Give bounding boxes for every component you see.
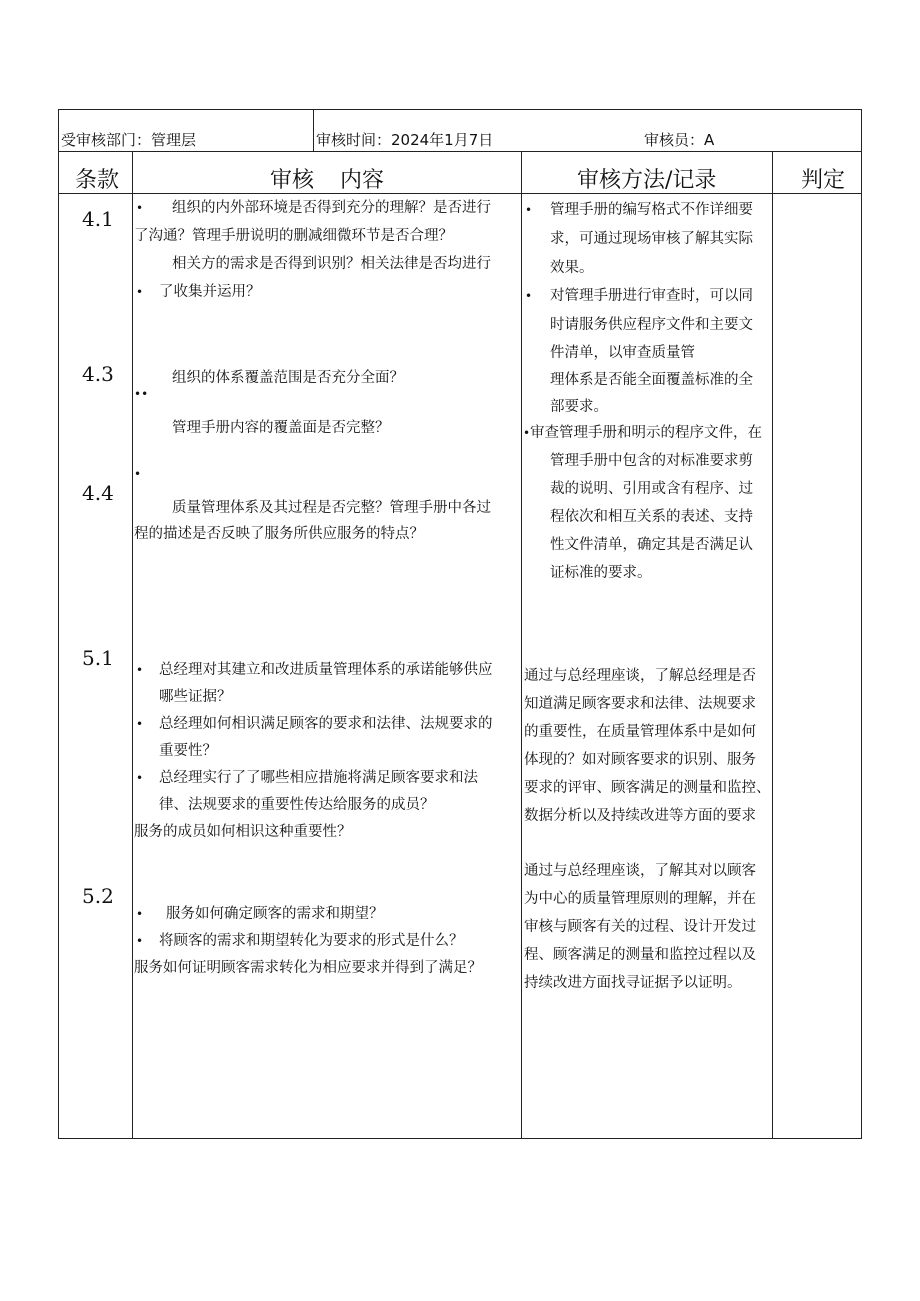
content-line: 相关方的需求是否得到识别？相关法律是否均进行 [172, 256, 491, 272]
bullet-icon: • [136, 771, 144, 785]
content-column-divider [521, 151, 522, 1138]
method-line: 体现的？如对顾客要求的识别、服务 [524, 752, 756, 768]
header-row-divider [58, 151, 862, 152]
bullet-icon: • [136, 663, 144, 677]
column-header-method: 审核方法/记录 [577, 168, 717, 193]
method-line: 对管理手册进行审查时，可以同 [550, 288, 753, 304]
column-header-content-a: 审核 [270, 168, 315, 193]
bullet-icon: • [136, 717, 144, 731]
method-line: 证标准的要求。 [550, 565, 652, 581]
bullet-icon: • [136, 201, 144, 215]
content-line: 组织的体系覆盖范围是否充分全面？ [172, 370, 404, 386]
method-line: 要求的评审、顾客满足的测量和监控、 [524, 780, 771, 796]
method-line: 裁的说明、引用或含有程序、过 [550, 481, 753, 497]
method-line: 部要求。 [550, 399, 608, 415]
method-line: 管理手册的编写格式不作详细要 [550, 202, 753, 218]
clause-column-divider [132, 151, 133, 1138]
content-line: 了沟通？管理手册说明的删减细微环节是否合理？ [134, 228, 453, 244]
method-line: 效果。 [550, 260, 594, 276]
content-line: 总经理实行了了哪些相应措施将满足顾客要求和法 [159, 770, 478, 786]
content-line: 管理手册内容的覆盖面是否完整？ [172, 420, 390, 436]
table-bottom-border [58, 1138, 862, 1139]
content-line: 服务如何确定顾客的需求和期望？ [166, 906, 384, 922]
content-line: 服务的成员如何相识这种重要性？ [134, 824, 352, 840]
method-line: 持续改进方面找寻证据予以证明。 [524, 975, 742, 991]
bullet-icon: •• [134, 387, 149, 401]
method-column-divider [772, 151, 773, 1138]
content-line: 程的描述是否反映了服务所供应服务的特点？ [134, 526, 424, 542]
content-line: 律、法规要求的重要性传达给服务的成员？ [159, 797, 435, 813]
table-top-border [58, 109, 862, 110]
method-line: 通过与总经理座谈，了解总经理是否 [524, 668, 756, 684]
method-line: 时请服务供应程序文件和主要文 [550, 317, 753, 333]
method-line: 为中心的质量管理原则的理解，并在 [524, 891, 756, 907]
audit-time: 审核时间：2024年1月7日 [316, 131, 494, 149]
column-header-clause: 条款 [75, 168, 120, 193]
method-line: 数据分析以及持续改进等方面的要求 [524, 808, 756, 824]
content-line: 将顾客的需求和期望转化为要求的形式是什么？ [159, 933, 464, 949]
content-line: 服务如何证明顾客需求转化为相应要求并得到了满足？ [134, 960, 482, 976]
bullet-icon: • [525, 289, 533, 303]
method-line: 程、顾客满足的测量和监控过程以及 [524, 947, 756, 963]
method-line: 的重要性，在质量管理体系中是如何 [524, 724, 756, 740]
clause-4-3: 4.3 [82, 362, 114, 386]
clause-4-4: 4.4 [82, 481, 114, 505]
method-line: 理体系是否能全面覆盖标准的全 [550, 372, 753, 388]
content-line: 重要性？ [159, 743, 217, 759]
method-line: 通过与总经理座谈，了解其对以顾客 [524, 863, 756, 879]
content-line: 了收集并运用？ [159, 284, 261, 300]
table-right-border [861, 109, 862, 1139]
clause-5-2: 5.2 [82, 884, 114, 908]
bullet-icon: • [136, 285, 144, 299]
audited-department: 受审核部门：管理层 [61, 131, 197, 149]
bullet-icon: • [134, 467, 142, 481]
column-header-content-b: 内容 [340, 168, 385, 193]
clause-5-1: 5.1 [82, 646, 114, 670]
method-line: 求，可通过现场审核了解其实际 [550, 231, 753, 247]
auditor: 审核员：A [644, 131, 715, 149]
header-divider-time [313, 109, 314, 151]
method-line: 件清单，以审查质量管 [550, 345, 695, 361]
bullet-icon: • [136, 934, 144, 948]
method-line: 知道满足顾客要求和法律、法规要求 [524, 696, 756, 712]
content-line: 质量管理体系及其过程是否完整？管理手册中各过 [172, 500, 491, 516]
method-line: 管理手册中包含的对标准要求剪 [550, 453, 753, 469]
clause-4-1: 4.1 [82, 207, 114, 231]
method-line: 审核与顾客有关的过程、设计开发过 [524, 919, 756, 935]
method-line: 程依次和相互关系的表述、支持 [550, 509, 753, 525]
content-line: 总经理对其建立和改进质量管理体系的承诺能够供应 [159, 662, 493, 678]
content-line: 哪些证据？ [159, 689, 232, 705]
bullet-icon: • [523, 426, 531, 440]
bullet-icon: • [136, 907, 144, 921]
bullet-icon: • [525, 203, 533, 217]
content-line: 总经理如何相识满足顾客的要求和法律、法规要求的 [159, 716, 493, 732]
method-line: 审查管理手册和明示的程序文件，在 [530, 425, 762, 441]
column-header-judgement: 判定 [801, 168, 846, 193]
table-left-border [58, 109, 59, 1139]
method-line: 性文件清单，确定其是否满足认 [550, 537, 753, 553]
content-line: 组织的内外部环境是否得到充分的理解？是否进行 [172, 200, 491, 216]
